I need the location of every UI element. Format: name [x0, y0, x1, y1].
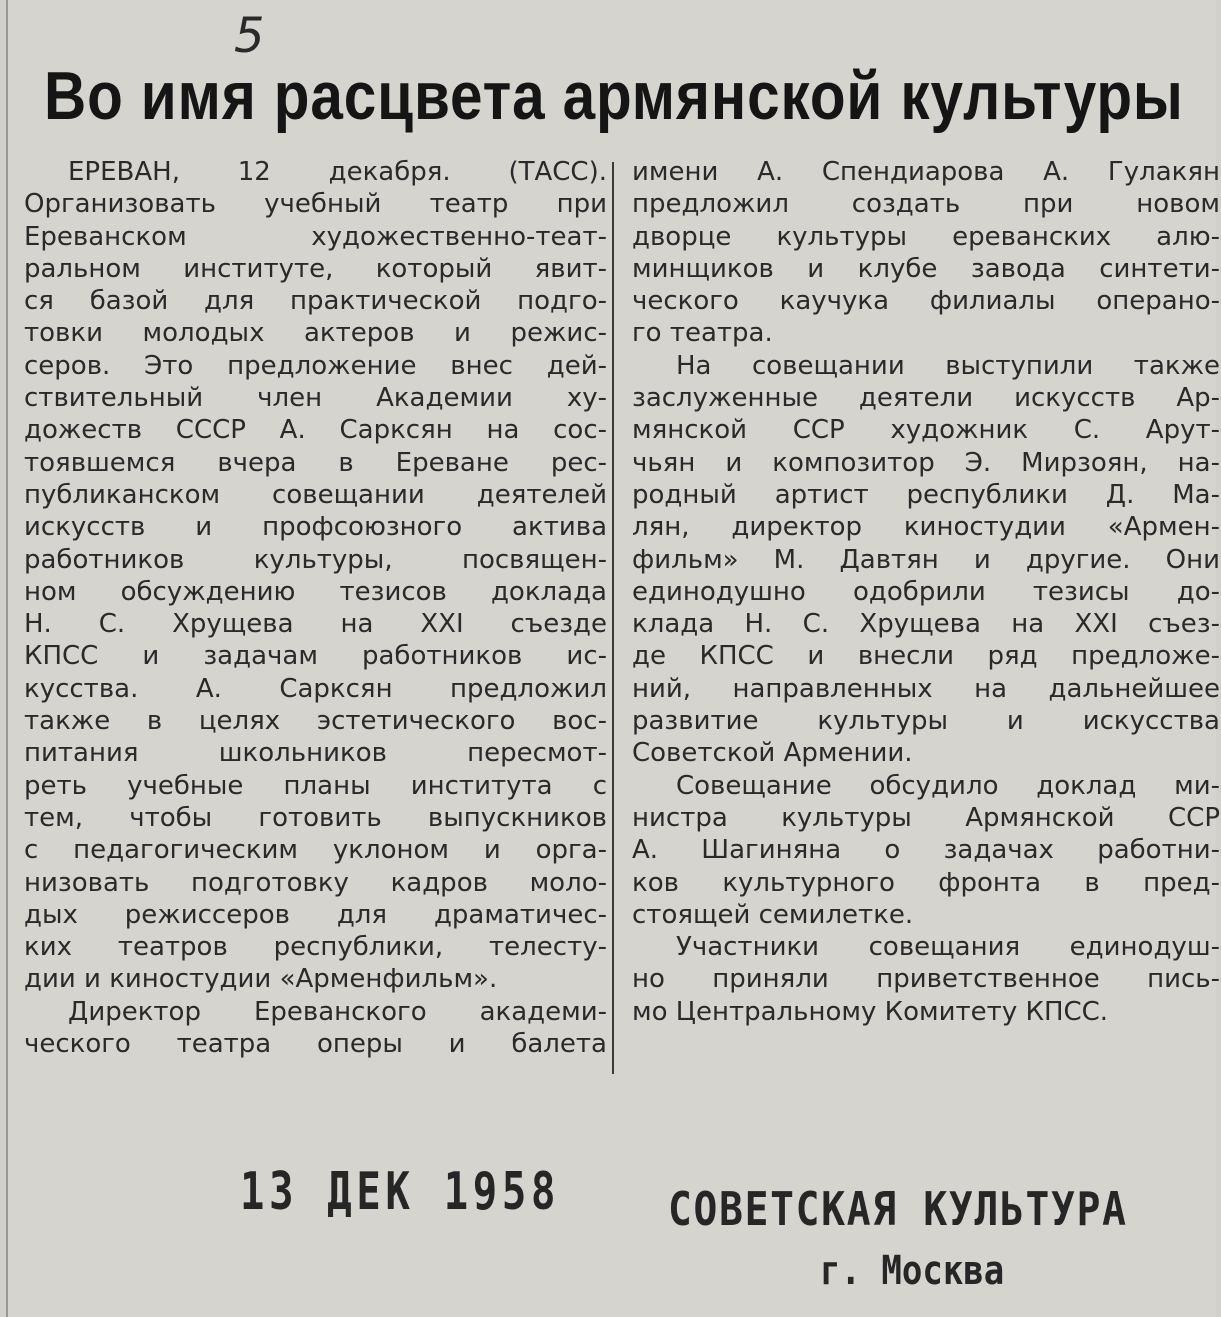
text-line: имени А. Спендиарова А. Гулакян: [632, 157, 1220, 187]
text-line: ЕРЕВАН, 12 декабря. (ТАСС).: [68, 157, 607, 187]
text-line: искусств и профсоюзного актива: [24, 512, 607, 543]
text-line: Совещание обсудило доклад ми-: [676, 770, 1220, 801]
text-line: низовать подготовку кадров моло-: [24, 867, 607, 898]
text-line: де КПСС и внесли ряд предложе-: [632, 641, 1220, 672]
text-line: с педагогическим уклоном и орга-: [24, 835, 607, 866]
text-line: ствительный член Академии ху-: [24, 383, 607, 414]
newspaper-clipping: [6, 0, 1220, 1317]
text-line: стоящей семилетке.: [632, 899, 914, 930]
text-line: А. Шагиняна о задачах работни-: [632, 835, 1220, 866]
text-line: ном обсуждению тезисов доклада: [24, 576, 607, 607]
text-line: также в целях эстетического вос-: [24, 706, 607, 737]
text-line: ний, направленных на дальнейшее: [632, 673, 1220, 704]
text-line: заслуженные деятели искусств Ар-: [632, 383, 1220, 414]
text-line: лян, директор киностудии «Армен-: [632, 512, 1220, 543]
text-line: дворце культуры ереванских алю-: [632, 221, 1220, 252]
text-line: тоявшемся вчера в Ереване рес-: [24, 447, 607, 478]
text-line: дии и киностудии «Арменфильм».: [24, 964, 498, 995]
text-line: Н. С. Хрущева на XXI съезде: [24, 609, 607, 640]
text-line: минщиков и клубе завода синтети-: [632, 253, 1220, 284]
stamp-date: 13 ДЕК 1958: [240, 1162, 561, 1222]
text-line: серов. Это предложение внес дей-: [24, 350, 607, 381]
text-line: мо Центральному Комитету КПСС.: [632, 996, 1109, 1027]
text-line: клада Н. С. Хрущева на XXI съез-: [632, 609, 1220, 640]
text-line: ких театров республики, телесту-: [24, 932, 607, 963]
text-line: товки молодых актеров и режис-: [24, 318, 607, 349]
stamp-newspaper: СОВЕТСКАЯ КУЛЬТУРА: [668, 1182, 1128, 1236]
handwritten-number: 5: [234, 8, 265, 64]
text-line: чьян и композитор Э. Мирзоян, на-: [632, 447, 1220, 478]
text-line: Советской Армении.: [632, 738, 913, 769]
text-line: го театра.: [632, 318, 773, 349]
text-line: ков культурного фронта в пред-: [632, 867, 1220, 898]
text-line: Участники совещания единодуш-: [676, 932, 1220, 963]
text-line: питания школьников пересмот-: [24, 738, 607, 769]
text-line: мянской ССР художник С. Арут-: [632, 415, 1220, 446]
text-line: но приняли приветственное пись-: [632, 964, 1220, 995]
text-line: ся базой для практической подго-: [24, 286, 607, 317]
text-line: КПСС и задачам работников ис-: [24, 641, 607, 672]
stamp-city: г. Москва: [820, 1248, 1005, 1294]
text-line: Директор Ереванского академи-: [68, 996, 607, 1027]
text-line: Организовать учебный театр при: [24, 189, 607, 220]
column-divider: [612, 162, 614, 1074]
text-line: ческого каучука филиалы операно-: [632, 286, 1220, 317]
text-line: фильм» М. Давтян и другие. Они: [632, 544, 1220, 575]
text-line: Ереванском художественно-теат-: [24, 221, 607, 252]
text-line: работников культуры, посвящен-: [24, 544, 607, 575]
text-line: дожеств СССР А. Сарксян на сос-: [24, 415, 607, 446]
text-line: кусства. А. Сарксян предложил: [24, 673, 607, 704]
text-line: тем, чтобы готовить выпускников: [24, 802, 607, 833]
article-headline: Во имя расцвета армянской культуры: [44, 58, 1184, 134]
text-line: публиканском совещании деятелей: [24, 479, 607, 510]
text-line: единодушно одобрили тезисы до-: [632, 576, 1220, 607]
text-line: родный артист республики Д. Ма-: [632, 479, 1220, 510]
text-line: предложил создать при новом: [632, 189, 1220, 220]
text-line: реть учебные планы института с: [24, 770, 607, 801]
text-line: ческого театра оперы и балета: [24, 1029, 607, 1060]
text-line: дых режиссеров для драматичес-: [24, 899, 607, 930]
article-column-left: [24, 156, 607, 1060]
article-column-right: [632, 156, 1220, 1028]
text-line: На совещании выступили также: [676, 350, 1220, 381]
text-line: нистра культуры Армянской ССР: [632, 802, 1220, 833]
text-line: развитие культуры и искусства: [632, 706, 1220, 737]
text-line: ральном институте, который явит-: [24, 253, 607, 284]
